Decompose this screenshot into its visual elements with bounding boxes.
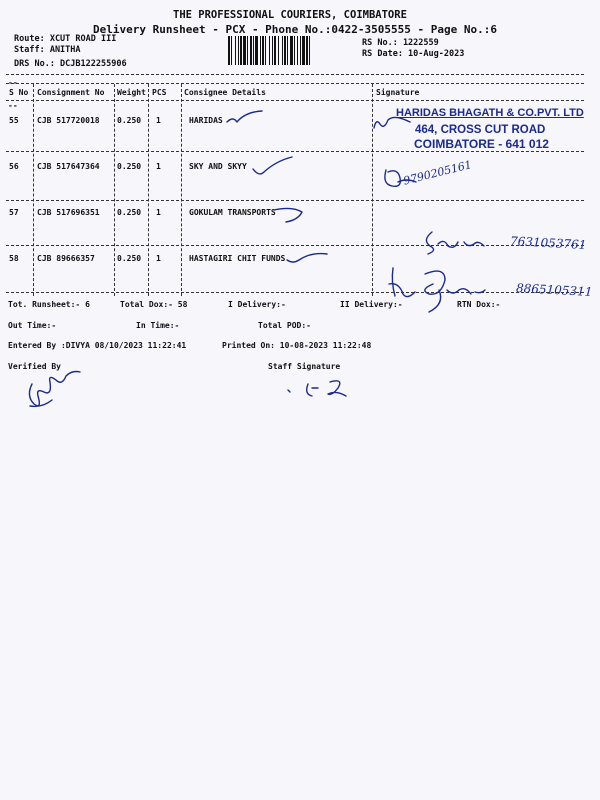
barcode-image — [228, 36, 354, 65]
row-consignment: CJB 517696351 — [37, 208, 100, 217]
row-sno: 57 — [9, 208, 19, 217]
barcode-bar — [253, 36, 254, 65]
drs-number: DRS No.: DCJB122255906 — [14, 59, 127, 69]
barcode-bar — [278, 36, 279, 65]
handwritten-phone: 7631053761 — [509, 234, 587, 252]
barcode-bar — [302, 36, 305, 65]
barcode-bar — [238, 36, 239, 65]
company-stamp-line1: HARIDAS BHAGATH & CO.PVT. LTD — [396, 107, 584, 119]
row-divider — [6, 200, 584, 201]
runsheet-title: Delivery Runsheet - PCX - Phone No.:0422-3505555 - Page No.:6 — [93, 23, 497, 36]
barcode-bar — [272, 36, 273, 65]
tick-mark — [272, 204, 312, 226]
barcode-bar — [290, 36, 293, 65]
barcode-bar — [235, 36, 236, 65]
barcode-bar — [265, 36, 266, 65]
col-header-sno: S No — [9, 88, 29, 97]
row-sno: 56 — [9, 162, 19, 171]
row-divider — [6, 151, 584, 152]
col-header-weight: Weight — [117, 88, 146, 97]
barcode-bar — [297, 36, 298, 65]
row-weight: 0.250 — [117, 208, 142, 217]
printed-on: Printed On: 10-08-2023 11:22:48 — [222, 341, 372, 350]
barcode-bar — [287, 36, 288, 65]
signature-scribble — [418, 228, 488, 258]
staff-label: Staff: ANITHA — [14, 45, 81, 55]
row-weight: 0.250 — [117, 254, 142, 263]
entered-by: Entered By :DIVYA 08/10/2023 11:22:41 — [8, 341, 187, 350]
barcode-bar — [262, 36, 264, 65]
out-time: Out Time:- — [8, 321, 57, 330]
row-pcs: 1 — [156, 208, 161, 217]
col-header-pcs: PCS — [152, 88, 167, 97]
barcode-bar — [309, 36, 310, 65]
divider-dash: -- — [8, 78, 18, 87]
column-rule — [181, 84, 182, 296]
company-stamp-line3: COIMBATORE - 641 012 — [414, 137, 549, 151]
ii-delivery: II Delivery:- — [340, 300, 403, 309]
barcode-bar — [255, 36, 258, 65]
row-pcs: 1 — [156, 116, 161, 125]
row-divider — [6, 292, 584, 293]
barcode-bar — [243, 36, 246, 65]
barcode-bar — [228, 36, 230, 65]
rs-number: RS No.: 1222559 — [362, 38, 439, 48]
company-name: THE PROFESSIONAL COURIERS, COIMBATORE — [173, 9, 407, 21]
barcode-bar — [240, 36, 242, 65]
barcode-bar — [282, 36, 283, 65]
barcode-bar — [231, 36, 232, 65]
staff-signature-label: Staff Signature — [268, 362, 341, 371]
col-header-consignee: Consignee Details — [184, 88, 266, 97]
row-weight: 0.250 — [117, 162, 142, 171]
signature-scribble — [370, 110, 414, 132]
col-header-consignment: Consignment No — [37, 88, 105, 97]
route-label: Route: XCUT ROAD III — [14, 34, 117, 44]
row-consignee: HARIDAS — [189, 116, 223, 125]
total-pod: Total POD:- — [258, 321, 311, 330]
total-runsheet: Tot. Runsheet:- 6 — [8, 300, 90, 309]
row-pcs: 1 — [156, 254, 161, 263]
row-consignee: GOKULAM TRANSPORTS — [189, 208, 276, 217]
in-time: In Time:- — [136, 321, 180, 330]
row-consignee: SKY AND SKYY — [189, 162, 247, 171]
column-rule — [33, 84, 34, 296]
company-stamp-line2: 464, CROSS CUT ROAD — [415, 124, 546, 136]
column-rule — [114, 84, 115, 296]
barcode-bar — [300, 36, 301, 65]
verified-by-label: Verified By — [8, 362, 61, 371]
row-consignment: CJB 89666357 — [37, 254, 95, 263]
barcode-bar — [250, 36, 252, 65]
divider — [6, 74, 584, 75]
tick-mark — [225, 108, 265, 130]
row-consignee: HASTAGIRI CHIT FUNDS — [189, 254, 286, 263]
rs-date: RS Date: 10-Aug-2023 — [362, 49, 465, 59]
row-consignment: CJB 517647364 — [37, 162, 100, 171]
divider — [6, 83, 584, 84]
handwritten-phone: 9790205161 — [402, 158, 474, 188]
barcode-bar — [294, 36, 295, 65]
total-dox: Total Dox:- 58 — [120, 300, 188, 309]
tick-mark — [250, 155, 295, 179]
handwritten-phone: 8865105311 — [515, 281, 593, 299]
col-header-signature: Signature — [376, 88, 420, 97]
row-pcs: 1 — [156, 162, 161, 171]
row-weight: 0.250 — [117, 116, 142, 125]
row-consignment: CJB 517720018 — [37, 116, 100, 125]
row-divider — [6, 245, 584, 246]
barcode-bar — [274, 36, 276, 65]
divider — [6, 100, 584, 101]
barcode-bar — [284, 36, 286, 65]
barcode-bar — [306, 36, 308, 65]
divider-dash: -- — [8, 101, 18, 110]
rtn-dox: RTN Dox:- — [457, 300, 501, 309]
staff-signature — [278, 376, 354, 402]
column-rule — [148, 84, 149, 296]
barcode-bar — [247, 36, 248, 65]
i-delivery: I Delivery:- — [228, 300, 286, 309]
tick-mark — [285, 248, 330, 268]
row-sno: 55 — [9, 116, 19, 125]
barcode-bar — [269, 36, 270, 65]
verifier-signature — [22, 366, 88, 414]
row-sno: 58 — [9, 254, 19, 263]
barcode-bar — [260, 36, 261, 65]
